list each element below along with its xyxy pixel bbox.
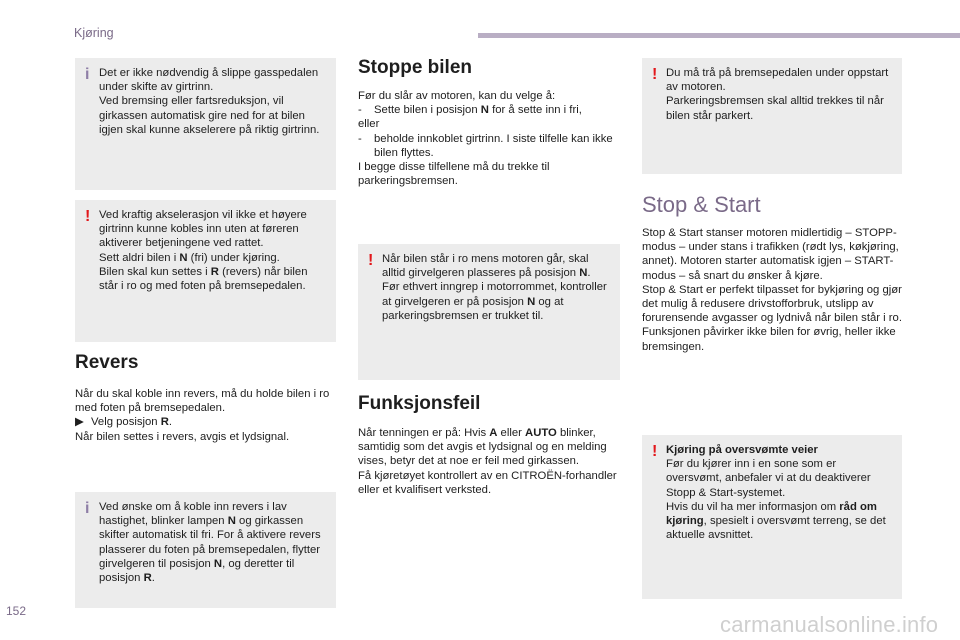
info-box-line: Ved bremsing eller fartsreduksjon, vil girkassen automatisk gire ned for at bilen igjen skal kunne akselerere på riktig girtrinn. [99,95,320,136]
info-box-line: Ved ønske om å koble inn revers i lav hastighet, blinker lampen N og girkassen skifter automatisk til fri. For å aktivere revers plasserer du foten på bremsepedalen, flytter girvelgeren til posisjon N, og deretter til posisjon R. [99,501,321,585]
warning-line: Før du kjører inn i en sone som er oversvømt, anbefaler vi at du deaktiverer Stopp & Start-systemet. [666,458,871,499]
header-bar [478,33,960,38]
warning-line: Bilen skal kun settes i R (revers) når bilen står i ro og med foten på bremsepedalen. [99,265,308,293]
warning-line: Ved kraftig akselerasjon vil ikke et høyere girtrinn kunne kobles inn uten at føreren aktiverer betjeningene ved rattet. [99,209,307,250]
paragraph: eller [358,118,380,131]
watermark: carmanualsonline.info [720,612,939,637]
section-title-funksjonsfeil: Funksjonsfeil [358,393,481,414]
funksjonsfeil-text [358,426,620,497]
list-item: - Sette bilen i posisjon N for å sette inn i fri, [358,104,582,117]
section-title-revers: Revers [75,352,139,373]
list-item: - beholde innkoblet girtrinn. I siste tilfelle kan ikke bilen flyttes. [358,132,613,159]
warning-icon: ! [652,443,658,460]
warning-box-acceleration [75,200,336,342]
warning-title: Kjøring på oversvømte veier [666,444,818,456]
paragraph: Funksjonen påvirker ikke bilen for øvrig, heller ikke bremsingen. [642,326,896,353]
stopstart-text [642,226,904,354]
paragraph: Få kjøretøyet kontrollert av en CITROËN-forhandler eller et kvalifisert verksted. [358,469,617,496]
warning-box-standstill [358,244,620,380]
warning-box-startup [642,58,902,174]
bullet-icon: ▶ [75,416,84,429]
warning-line: Hvis du vil ha mer informasjon om råd om kjøring, spesielt i oversvømt terreng, se det aktuelle avsnittet. [666,500,886,542]
section-title-stopstart: Stop & Start [642,192,761,217]
paragraph: ▶ Velg posisjon R. [75,416,173,429]
paragraph: Stop & Start er perfekt tilpasset for bykjøring og gjør det mulig å redusere drivstofforbruk, utslipp av forurensende avgasser og lydnivå når bilen står i ro. [642,283,902,325]
warning-icon: ! [652,66,658,83]
warning-line: Sett aldri bilen i N (fri) under kjøring. [99,251,280,264]
page-number: 152 [6,604,27,618]
paragraph: Stop & Start stanser motoren midlertidig – STOPP-modus – under stans i trafikken (rødt lys, køkjøring, annet). Motoren starter automatisk igjen – START-modus – så snart du ønsker å kjøre. [642,227,899,282]
warning-line: Før ethvert inngrep i motorrommet, kontroller at girvelgeren er på posisjon N og at parkeringsbremsen er trukket til. [382,281,607,322]
info-box-gear-shift [75,58,336,190]
stoppe-text [358,89,620,188]
paragraph: I begge disse tilfellene må du trekke til parkeringsbremsen. [358,161,550,188]
warning-icon: ! [368,252,374,269]
info-icon: i [85,500,90,517]
revers-text [75,387,337,444]
info-box-line: Det er ikke nødvendig å slippe gasspedalen under skifte av girtrinn. [99,67,319,94]
info-box-revers [75,492,336,608]
section-title-stoppe: Stoppe bilen [358,57,472,78]
warning-line: Når bilen står i ro mens motoren går, skal alltid girvelgeren plasseres på posisjon N. [382,253,591,280]
warning-line: Parkeringsbremsen skal alltid trekkes til når bilen står parkert. [666,95,884,122]
warning-box-flooded-roads [642,435,902,599]
paragraph: Før du slår av motoren, kan du velge å: [358,90,556,102]
warning-icon: ! [85,208,91,225]
info-icon: i [85,66,90,83]
paragraph: Når bilen settes i revers, avgis et lydsignal. [75,430,290,443]
paragraph: Når du skal koble inn revers, må du holde bilen i ro med foten på bremsepedalen. [75,388,330,415]
warning-line: Du må trå på bremsepedalen under oppstart av motoren. [666,67,889,94]
paragraph: Når tenningen er på: Hvis A eller AUTO blinker, samtidig som det avgis et lydsignal og en melding vises, betyr det at noe er feil med girkassen. [358,427,607,468]
section-header: Kjøring [74,26,114,40]
